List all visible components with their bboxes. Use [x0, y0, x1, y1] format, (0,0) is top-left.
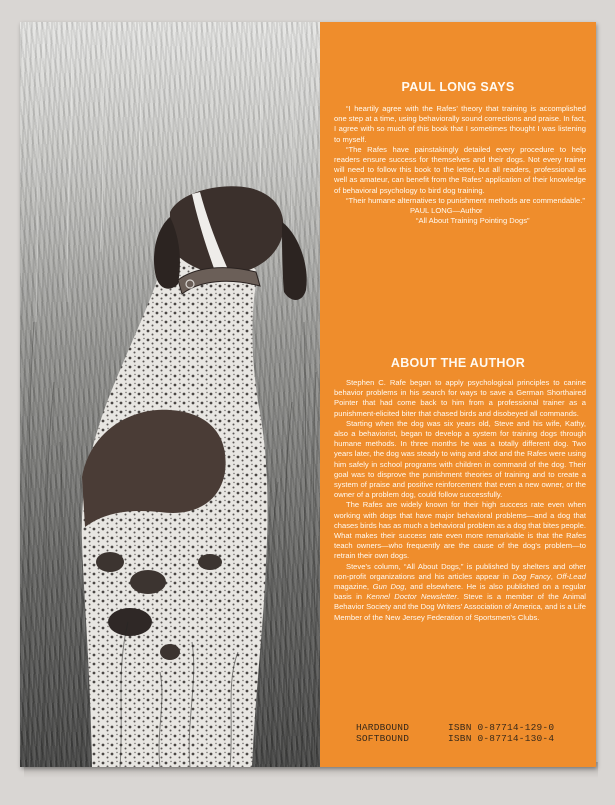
isbn-format: SOFTBOUND [356, 733, 410, 744]
author-paragraph: Starting when the dog was six years old, Steve and his wife, Kathy, also a behaviorist, began to develop a system for training dogs through humane methods. In three months he was a totally different dog. Two years later, the dog was steady to wing and shot and the Rafes were using him safely in school programs with children in command of the dog. Their goal was to disprove the punishment theories of training and to create a system of praise and positive reinforcement that even a new owner, or the owner of a problem dog, could follow successfully. [334, 418, 586, 500]
publication-kennel-doctor: Kennel Doctor Newsletter [366, 592, 457, 602]
author-paragraph: The Rafes are widely known for their high success rate even when working with dogs that have major behavioral problems—and a dog that chases birds has as much a behavioral problem as a dog that bites people. What makes their success rate even more remarkable is that the Rafes teach owners—who frequently are the cause of the dog’s problem—to retrain their own dogs. [334, 500, 587, 561]
quote-body [334, 104, 586, 226]
isbn-number: ISBN 0-87714-129-0 [448, 722, 555, 733]
signature-name: PAUL LONG—Author [410, 206, 483, 216]
isbn-row-softbound [356, 733, 586, 744]
quote-paragraph: “The Rafes have painstakingly detailed every procedure to help readers ensure success for themselves and their dogs. Not every trainer will need to follow this book to the letter, but all readers, professional as well as amateur, can benefit from the Rafes’ application of their knowledge of behavioral psychology to bird dog training. [334, 144, 586, 195]
author-paragraph-column: Steve’s column, “All About Dogs,” is published by shelters and other non-profit organizations and his articles appear in Dog Fancy, Off-Lead magazine, Gun Dog, and elsewhere. He is also published on a regular basis in Kennel Doctor Newsletter. Steve is a member of the Animal Behavior Society and the Dog Writers’ Association of America, and is a Life Member of the New Jersey Federation of Sportsmen’s Clubs. [334, 561, 586, 622]
isbn-number: ISBN 0-87714-130-4 [448, 733, 555, 744]
isbn-block [356, 722, 586, 744]
author-paragraph: Stephen C. Rafe began to apply psychological principles to canine behavior problems in his search for ways to save a German Shorthaired Pointer that had come back to him from a professional trainer as a punishment-elicited biter that chased birds and disobeyed all commands. [334, 378, 586, 418]
isbn-row-hardbound [356, 722, 586, 733]
publication-off-lead: Off-Lead [556, 571, 586, 581]
dog-head [170, 186, 283, 274]
dog-photo [20, 22, 320, 767]
isbn-format: HARDBOUND [356, 722, 410, 733]
quote-heading: PAUL LONG SAYS [401, 80, 515, 94]
back-cover [20, 22, 596, 767]
author-body [334, 378, 586, 623]
pointer-dog-illustration [20, 22, 320, 767]
quote-paragraph: “I heartily agree with the Rafes’ theory that training is accomplished one step at a time, using behaviorally sound corrections and praise. In fact, I agree with so much of this book that I sometimes thought I was listening to myself. [334, 104, 587, 144]
right-ear [282, 222, 307, 300]
author-heading: ABOUT THE AUTHOR [390, 356, 526, 370]
signature-title: “All About Training Pointing Dogs” [416, 216, 530, 226]
publication-dog-fancy: Dog Fancy [512, 571, 551, 581]
publication-gun-dog: Gun Dog [372, 582, 405, 592]
quote-paragraph: “Their humane alternatives to punishment methods are commendable.” [346, 195, 585, 205]
text-panel [320, 22, 596, 767]
